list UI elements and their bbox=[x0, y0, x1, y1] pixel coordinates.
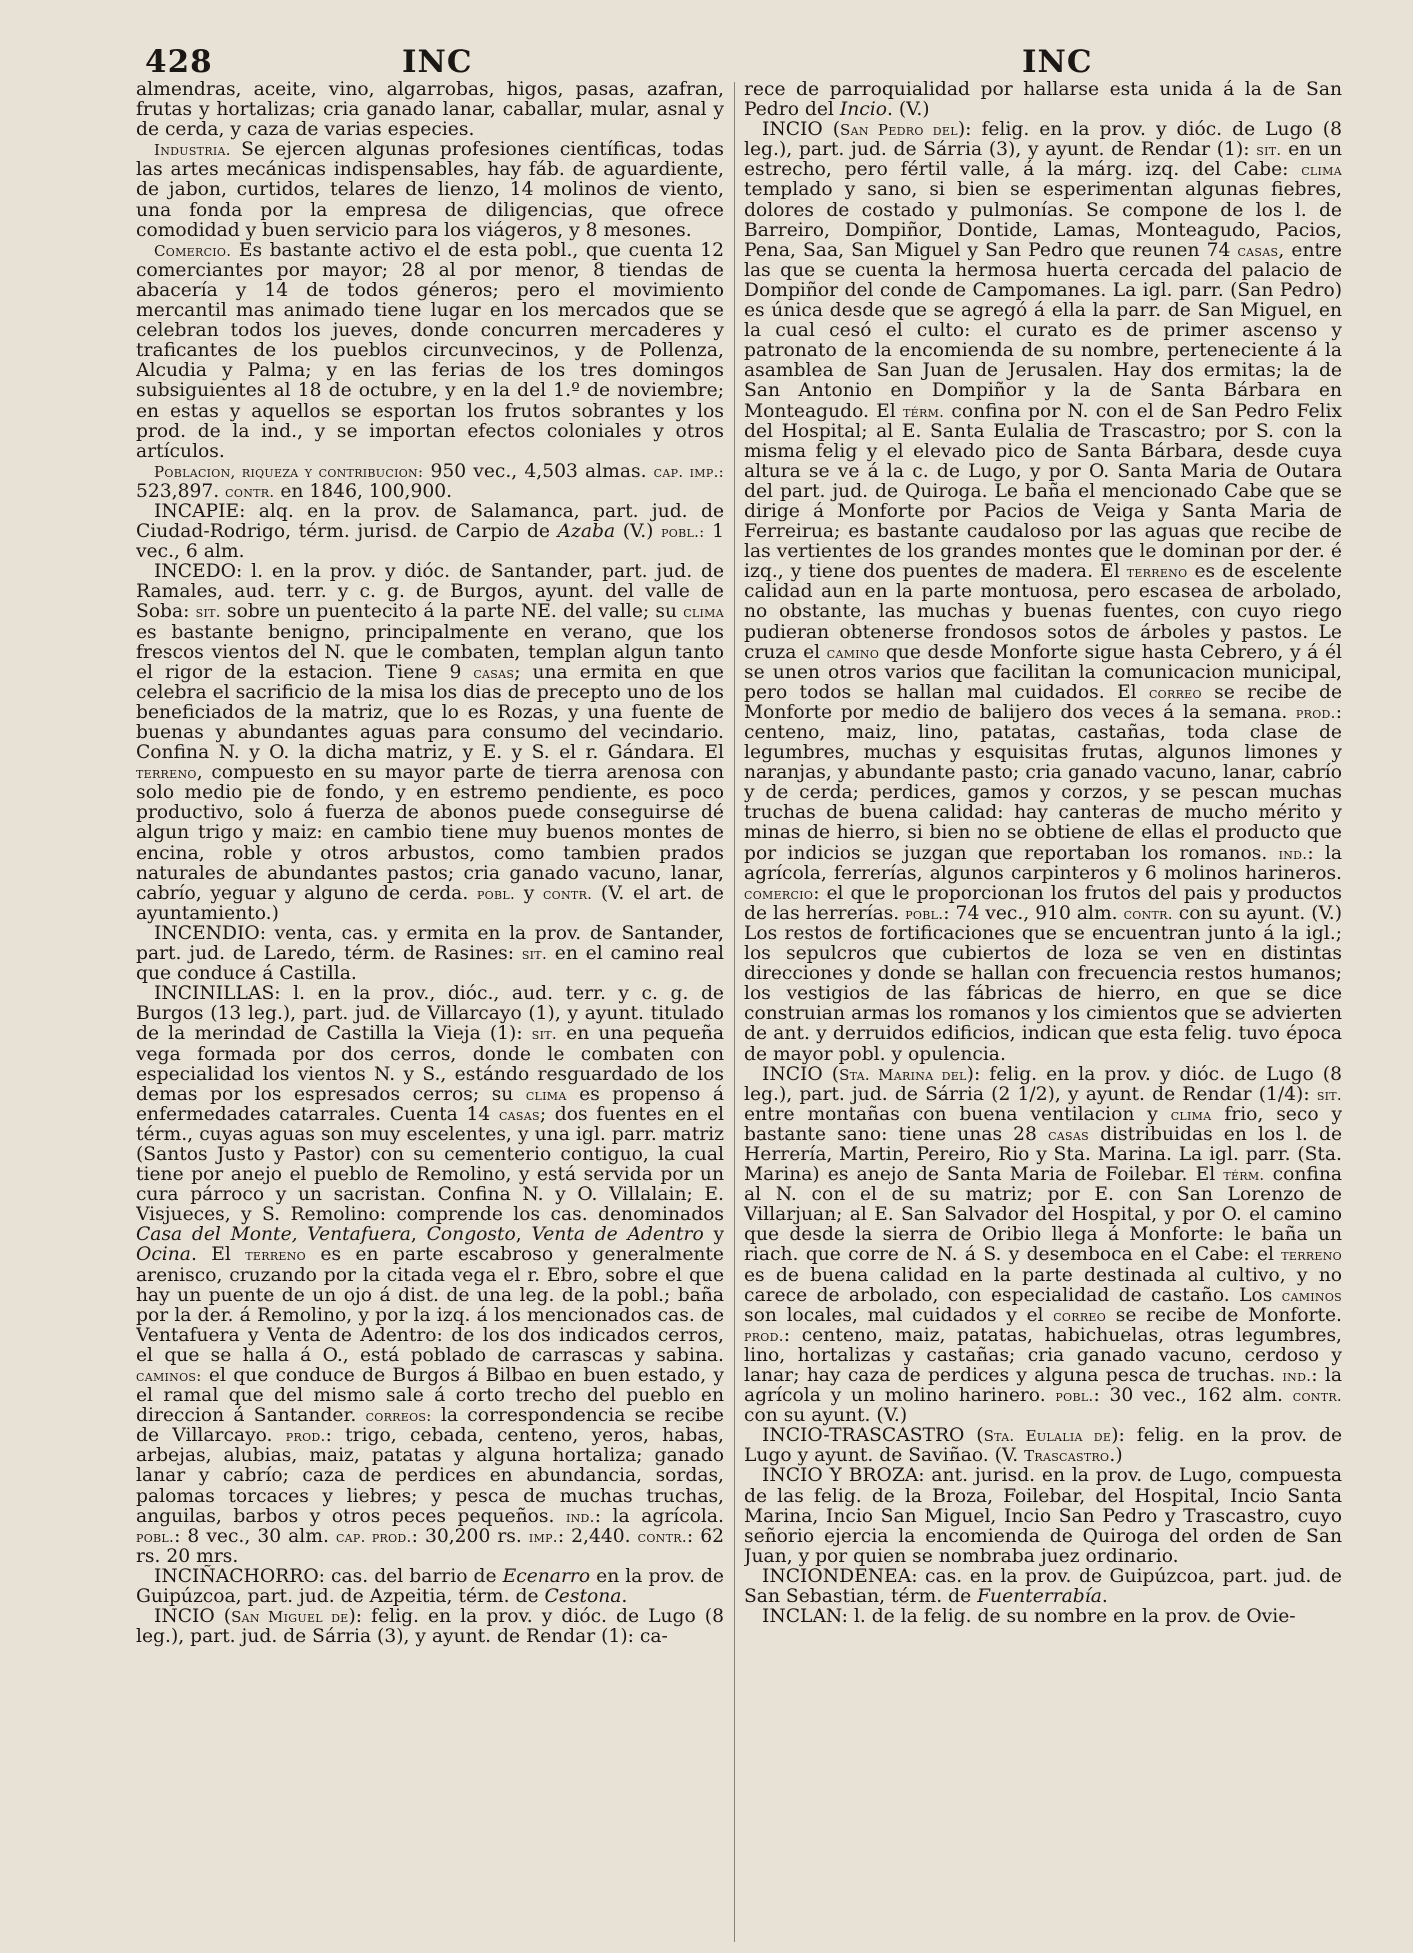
page-number: 428 bbox=[145, 44, 213, 80]
smallcaps-run: correos: bbox=[365, 1407, 432, 1426]
text-run: Se ejercen algunas profesiones científicas, todas las artes mecánicas indispensables, hay fáb. de aguardiente, de jabon, curtidos, telares de lienzo, 14 molinos de viento, una fonda por la empresa de diligencias, que ofrece comodidad y buen servicio para los viágeros, y 8 mesones. bbox=[136, 139, 724, 241]
text-run: , compuesto en su mayor parte de tierra arenosa con solo medio pie de fondo, y en estremo pendiente, es poco productivo, solo á fuerza de abonos puede conseguirse dé algun trigo y maiz: en cambio tiene muy buenos montes de encina, roble y otros arbustos, como tambien prados naturales de abundantes pastos; cria ganado vacuno, lanar, cabrío, yeguar y alguno de cerda. bbox=[136, 762, 724, 904]
text-run: INCENDIO: venta, cas. y ermita en la prov. de Santander, part. jud. de Laredo, térm. de Rasines: bbox=[136, 922, 724, 965]
italic-run: Azaba bbox=[557, 521, 616, 543]
entry-paragraph bbox=[136, 502, 724, 562]
text-run: (V.) bbox=[615, 521, 662, 543]
text-run: INCEDO: l. en la prov. y dióc. de Santander, part. jud. de Ramales, aud. terr. y c. g. de Burgos, ayunt. del valle de Soba: bbox=[136, 561, 724, 623]
smallcaps-run: correo bbox=[1053, 1306, 1107, 1325]
italic-run: Ocina bbox=[136, 1244, 191, 1266]
smallcaps-run: terreno bbox=[245, 1246, 306, 1265]
smallcaps-run: sit. bbox=[1256, 141, 1282, 160]
smallcaps-run: pobl. bbox=[136, 1527, 175, 1546]
smallcaps-run: sit. bbox=[1316, 1085, 1342, 1104]
text-run: : 74 vec., 910 alm. bbox=[943, 902, 1124, 924]
smallcaps-run: prod. bbox=[1295, 703, 1336, 722]
smallcaps-run: comercio bbox=[744, 884, 814, 903]
smallcaps-run: clima bbox=[1301, 161, 1342, 180]
smallcaps-run: San Pedro del bbox=[840, 121, 958, 140]
text-run: almendras, aceite, vino, algarrobas, higos, pasas, azafran, frutas y hortalizas; cria ganado lanar, caballar, mular, asnal y de cerda, y caza de varias especies. bbox=[136, 80, 724, 141]
smallcaps-run: San Miguel de bbox=[231, 1608, 349, 1627]
text-run: ): felig. en la prov. y dióc. de Lugo (8 leg.), part. jud. de Sárria (2 1/2), y ayunt. de Rendar (1/4): bbox=[744, 1063, 1342, 1105]
entry-paragraph bbox=[136, 1567, 724, 1607]
entry-paragraph bbox=[744, 120, 1342, 1064]
text-run: : la agrícola. bbox=[594, 1505, 724, 1527]
text-run: sobre un puentecito á la parte NE. del valle; su bbox=[220, 601, 684, 623]
text-run: es en parte escabroso y generalmente arenisco, cruzando por la citada vega el r. Ebro, sobre el que hay un puente de un ojo á dist. de una leg. de la pobl.; baña por la der. á Remolino, y por la izq. á los mencionados cas. de Ventafuera y Venta de Adentro: de los dos indicados cerros, el que se halla á O., está poblado de carrascas y sabina. bbox=[136, 1244, 724, 1366]
entry-paragraph bbox=[136, 924, 724, 984]
smallcaps-run: Industria. bbox=[154, 141, 231, 160]
entry-paragraph bbox=[136, 80, 724, 140]
smallcaps-run: contr. bbox=[637, 1527, 687, 1546]
smallcaps-run: clima bbox=[1170, 1105, 1212, 1124]
smallcaps-run: caminos bbox=[1281, 1286, 1342, 1305]
italic-run: Venta de Adentro bbox=[531, 1224, 704, 1246]
smallcaps-run: Trascastro bbox=[1024, 1447, 1110, 1466]
text-run: : 62 rs. 20 mrs. bbox=[136, 1525, 724, 1567]
italic-run: Incio bbox=[839, 99, 887, 121]
text-run: .) bbox=[1109, 1445, 1123, 1467]
entry-paragraph bbox=[744, 1065, 1342, 1427]
smallcaps-run: contr. bbox=[225, 482, 275, 501]
text-run: frio, seco y bastante sano: tiene unas 28 bbox=[744, 1103, 1342, 1145]
smallcaps-run: térm. bbox=[903, 402, 945, 421]
smallcaps-run: pobl. bbox=[476, 884, 516, 903]
smallcaps-run: terreno bbox=[1281, 1246, 1342, 1265]
text-run: : trigo, cebada, centeno, yeros, habas, arbejas, alubias, maiz, patatas y alguna hortaliza; ganado lanar y cabrío; caza de perdices en abundancia, sordas, palomas torcaces y liebres; y pesca de muchas truchas, anguilas, barbos y otros peces pequeños. bbox=[136, 1425, 724, 1527]
column-rule bbox=[734, 82, 735, 1942]
smallcaps-run: sit. bbox=[521, 945, 548, 964]
text-run: INCLAN: l. de la felig. de su nombre en la prov. de Ovie- bbox=[762, 1606, 1296, 1628]
text-run: (V. el art. de ayuntamiento.) bbox=[136, 882, 724, 924]
text-run: INCINILLAS: l. en la prov., dióc., aud. terr. y c. g. de Burgos (13 leg.), part. jud. de Villarcayo (1), y ayunt. titulado de la merindad de Castilla la Vieja (1): bbox=[136, 983, 724, 1045]
entry-paragraph bbox=[744, 1426, 1342, 1466]
text-run: en la prov. de Guipúzcoa, part. jud. de Azpeitia, térm. de bbox=[136, 1565, 724, 1608]
text-run: con su ayunt. (V.) bbox=[744, 1405, 908, 1427]
text-run: : 30 vec., 162 alm. bbox=[1093, 1385, 1293, 1407]
text-run: Es bastante activo el de esta pobl., que cuenta 12 comerciantes por mayor; 28 al por menor, 8 tiendas de abacería y 14 de todos géneros; pero el movimiento mercantil mas animado tiene lugar en los mercados que se celebran todos los jueves, donde concurren mercaderes y traficantes de los pueblos circunvecinos, y de Pollenza, Alcudia y Palma; y en las ferias de los tres domingos subsiguientes al 18 de octubre, y en la del 1.º de noviembre; en estas y aquellos se esportan los frutos sobrantes y los prod. de la ind., y se importan efectos coloniales y otros artículos. bbox=[136, 239, 724, 462]
smallcaps-run: prod. bbox=[285, 1427, 326, 1446]
text-run: . (V.) bbox=[886, 99, 930, 121]
text-run: y bbox=[515, 882, 543, 904]
entry-paragraph bbox=[136, 241, 724, 462]
text-run: con su ayunt. (V.) Los restos de fortificaciones que se encuentran junto á la igl.; los sepulcros que cubiertos de loza se ven en distintas direcciones y donde se hallan con frecuencia restos humanos; los vestigios de las fábricas de hierro, en que se dice construian armas los romanos y los cimientos que se advierten de ant. y derruidos edificios, indican que esta felig. tuvo época de mayor pobl. y opulencia. bbox=[744, 902, 1342, 1065]
smallcaps-run: contr. bbox=[1292, 1387, 1342, 1406]
text-run: es de escelente calidad aun en la parte montuosa, pero escasea de arbolado, no obstante, las muchas y buenas fuentes, con cuyo riego pudieran obtenerse frondosos sotos de árboles y pastos. Le cruza el bbox=[744, 561, 1342, 663]
smallcaps-run: clima bbox=[683, 603, 724, 622]
text-run: 523,897. bbox=[136, 480, 226, 502]
smallcaps-run: casas bbox=[1048, 1125, 1089, 1144]
right-column bbox=[744, 80, 1342, 1950]
text-run: se recibe de Monforte. bbox=[1106, 1304, 1342, 1326]
text-run: el que conduce de Burgos á Bilbao en buen estado, y el ramal que del mismo sale á corto trecho del pueblo en direccion á Santander. bbox=[136, 1365, 724, 1427]
text-run: INCIO ( bbox=[762, 1063, 840, 1085]
italic-run: Congosto bbox=[426, 1224, 516, 1246]
text-run: ; dos fuentes en el térm., cuyas aguas son muy escelentes, y una igl. parr. matriz (Santos Justo y Pastor) con su cementerio contiguo, la cual tiene por anejo el pueblo de Remolino, y está servida por un cura párroco y un sacristan. Confina N. y O. Villalain; E. Visjueces, y S. Remolino: comprende los cas. denominados bbox=[136, 1103, 724, 1226]
text-run: : la agrícola, ferrerías, algunos carpinteros y 6 molinos harineros. bbox=[744, 842, 1342, 884]
smallcaps-run: casas bbox=[1237, 241, 1279, 260]
smallcaps-run: ind. bbox=[565, 1507, 595, 1526]
text-run: es propenso á enfermedades catarrales. Cuenta 14 bbox=[136, 1083, 724, 1125]
smallcaps-run: clima bbox=[525, 1085, 567, 1104]
smallcaps-run: Comercio. bbox=[154, 241, 232, 260]
text-run: INCIO ( bbox=[154, 1606, 232, 1628]
smallcaps-run: imp. bbox=[528, 1527, 558, 1546]
entry-paragraph bbox=[744, 80, 1342, 120]
entry-paragraph bbox=[136, 1607, 724, 1647]
text-run: entre montañas con buena ventilacion y bbox=[744, 1103, 1171, 1125]
text-run: que desde Monforte sigue hasta Cebrero, y á él se unen otros varios que facilitan la comunicacion municipal, pero todos se hallan mal cuidados. El bbox=[744, 641, 1342, 703]
smallcaps-run: cap. prod. bbox=[335, 1527, 412, 1546]
entry-paragraph bbox=[136, 140, 724, 240]
smallcaps-run: ind. bbox=[1278, 844, 1308, 863]
entry-paragraph bbox=[744, 1607, 1342, 1627]
text-run: en una pequeña vega formada por dos cerros, donde le combaten con especialidad los vientos N. y S., estándo resguardado de los demas por los espresados cerros; su bbox=[136, 1023, 724, 1105]
smallcaps-run: camino bbox=[826, 643, 880, 662]
entry-paragraph bbox=[136, 462, 724, 502]
text-run: INCIO ( bbox=[762, 119, 841, 141]
entry-paragraph bbox=[744, 1567, 1342, 1607]
text-run: ): felig. en la prov. y dióc. de Lugo (8 leg.), part. jud. de Sárria (3), y ayunt. de Rendar (1): bbox=[744, 119, 1342, 161]
text-run: : 30,200 rs. bbox=[411, 1525, 529, 1547]
text-run: la correspondencia se recibe de Villarcayo. bbox=[136, 1405, 724, 1447]
smallcaps-run: casas bbox=[473, 663, 515, 682]
italic-run: Cestona bbox=[544, 1586, 622, 1608]
text-run: templado y sano, si bien se esperimentan algunas fiebres, dolores de costado y pulmonías. Se compone de los l. de Barreiro, Dompiñor, Dontide, Lamas, Monteagudo, Pacios, Pena, Saa, San Miguel y San Pedro que reunen 74 bbox=[744, 179, 1342, 261]
smallcaps-run: pobl. bbox=[1055, 1387, 1094, 1406]
smallcaps-run: sit. bbox=[195, 603, 221, 622]
text-run: rece de parroquialidad por hallarse esta unida á la de San Pedro del bbox=[744, 80, 1342, 121]
text-run: en un estrecho, pero fértil valle, á la márg. izq. del Cabe: bbox=[744, 139, 1342, 181]
text-run: INCAPIE: alq. en la prov. de Salamanca, part. jud. de Ciudad-Rodrigo, térm. jurisd. de Carpio de bbox=[136, 500, 724, 543]
text-run: y bbox=[703, 1224, 724, 1246]
smallcaps-run: ind. bbox=[1282, 1367, 1312, 1385]
entry-paragraph bbox=[136, 984, 724, 1567]
text-run: ): felig. en la prov. y dióc. de Lugo (8 leg.), part. jud. de Sárria (3), y ayunt. de Rendar (1): ca- bbox=[136, 1606, 724, 1648]
text-run: . bbox=[621, 1586, 628, 1608]
smallcaps-run: terreno bbox=[136, 764, 197, 783]
text-run: es de buena calidad en la parte destinada al cultivo, y no carece de arbolado, con especialidad de castaño. Los bbox=[744, 1264, 1342, 1306]
text-run: en el camino real que conduce á Castilla. bbox=[136, 943, 724, 985]
text-run: ): felig. en la prov. de Lugo y ayunt. de Saviñao. (V. bbox=[744, 1425, 1342, 1467]
text-run: : centeno, maiz, lino, patatas, castañas, toda clase de legumbres, muchas y esquisitas frutas, algunos limones y naranjas, y abundante pasto; cria ganado vacuno, lanar, cabrío y de cerda; perdices, gamos y corzos, y se pescan muchas truchas de buena calidad: hay canteras de mucho mérito y minas de hierro, si bien no se obtiene de ellas el producto que por indicios se juzgan que reportaban los romanos. bbox=[744, 701, 1342, 864]
italic-run: Casa del Monte, Ventafuera bbox=[136, 1224, 411, 1246]
text-run: : centeno, maiz, patatas, habichuelas, otras legumbres, lino, hortalizas y castañas; cria ganado vacuno, cerdoso y lanar; hay caza de perdices y alguna pesca de truchas. bbox=[744, 1324, 1342, 1386]
italic-run: Ecenarro bbox=[502, 1565, 591, 1587]
smallcaps-run: Sta. Marina del bbox=[839, 1065, 967, 1084]
text-run: : 2,440. bbox=[557, 1525, 638, 1547]
smallcaps-run: Poblacion, riqueza y contribucion: bbox=[154, 462, 424, 481]
text-run: . bbox=[1101, 1586, 1108, 1608]
text-run: distribuidas en los l. de Herrería, Martin, Pereiro, Rio y Sta. Marina. La igl. parr. (Sta. Marina) es anejo de Santa Maria de Foilebar. El bbox=[744, 1123, 1342, 1186]
italic-run: Fuenterrabía bbox=[977, 1586, 1102, 1608]
running-head-right: INC bbox=[1022, 44, 1093, 80]
smallcaps-run: contr. bbox=[1123, 904, 1173, 923]
entry-paragraph bbox=[136, 562, 724, 924]
smallcaps-run: terreno bbox=[1126, 563, 1188, 582]
smallcaps-run: sit. bbox=[531, 1025, 557, 1044]
text-run: en 1846, 100,900. bbox=[274, 480, 453, 502]
text-run: es bastante benigno, principalmente en verano, que los frescos vientos del N. que le combaten, templan algun tanto el rigor de la estacion. Tiene 9 bbox=[136, 621, 724, 683]
smallcaps-run: cap. imp.: bbox=[653, 462, 724, 481]
text-run: confina por N. con el de San Pedro Felix del Hospital; al E. Santa Eulalia de Trascastro; por S. con la misma felig y el elevado pico de Santa Bárbara, desde cuya altura se ve á la c. de Lugo, y por O. Santa Maria de Outara del part. jud. de Quiroga. Le baña el mencionado Cabe que se dirige á Monforte por Pacios de Veiga y Santa Maria de Ferreirua; es bastante caudaloso por las aguas que recibe de las vertientes de los grandes montes que le dominan por der. é izq., y tiene dos puentes de madera. El bbox=[744, 400, 1342, 583]
text-run: : 8 vec., 30 alm. bbox=[174, 1525, 336, 1547]
smallcaps-run: caminos: bbox=[136, 1367, 202, 1385]
smallcaps-run: pobl.: bbox=[661, 523, 705, 542]
text-run: INCIÑACHORRO: cas. del barrio de bbox=[154, 1565, 503, 1587]
entry-paragraph bbox=[744, 1466, 1342, 1566]
running-head-left: INC bbox=[402, 44, 473, 80]
text-run: confina al N. con el de su matriz; por E. con San Lorenzo de Villarjuan; al E. San Salvador del Hospital, y por O. el camino que desde la sierra de Oribio llega á Monforte: le baña un riach. que corre de N. á S. y desemboca en el Cabe: el bbox=[744, 1164, 1342, 1266]
smallcaps-run: contr. bbox=[542, 884, 593, 903]
smallcaps-run: prod. bbox=[744, 1326, 784, 1345]
smallcaps-run: térm. bbox=[1223, 1166, 1265, 1185]
text-run: : la agrícola y un molino harinero. bbox=[744, 1365, 1342, 1407]
text-run: , bbox=[515, 1224, 532, 1246]
smallcaps-run: pobl. bbox=[905, 904, 944, 923]
text-run: INCIO Y BROZA: ant. jurisd. en la prov. de Lugo, compuesta de las felig. de la Broza, Foilebar, del Hospital, Incio Santa Marina, Incio San Miguel, Incio San Pedro y Trascastro, cuyo señorio ejercia la encomienda de Quiroga del orden de San Juan, y por quien se nombraba juez ordinario. bbox=[744, 1465, 1342, 1567]
text-run: , entre las que se cuenta la hermosa huerta cercada del palacio de Dompiñor del conde de Campomanes. La igl. parr. (San Pedro) es única desde que se agregó á ella la parr. de San Miguel, en la cual cesó el culto: el curato es de primer ascenso y patronato de la encomienda de su nombre, perteneciente á la asamblea de San Juan de Jerusalen. Hay dos ermitas; la de San Antonio en Dompiñor y la de Santa Bárbara en Monteagudo. El bbox=[744, 239, 1342, 422]
text-run: 1 vec., 6 alm. bbox=[136, 521, 724, 563]
smallcaps-run: casas bbox=[498, 1105, 540, 1124]
text-run: , bbox=[410, 1224, 427, 1246]
text-run: . El bbox=[190, 1244, 246, 1266]
text-run: ; una ermita en que celebra el sacrificio de la misa los dias de precepto uno de los beneficiados de la matriz, que lo es Rozas, y una fuente de buenas y abundantes aguas para consumo del vecindario. Confina N. y O. la dicha matriz, y E. y S. el r. Gándara. El bbox=[136, 661, 724, 764]
left-column bbox=[136, 80, 724, 1950]
text-run: INCIONDENEA: cas. en la prov. de Guipúzcoa, part. jud. de San Sebastian, térm. de bbox=[744, 1565, 1342, 1608]
text-run: : el que le proporcionan los frutos del pais y productos de las herrerías. bbox=[744, 882, 1342, 924]
smallcaps-run: correo bbox=[1148, 683, 1202, 702]
smallcaps-run: Sta. Eulalia de bbox=[983, 1427, 1112, 1446]
text-run: son locales, mal cuidados y el bbox=[744, 1304, 1054, 1326]
text-run: 950 vec., 4,503 almas. bbox=[423, 460, 654, 482]
text-run: se recibe de Monforte por medio de balijero dos veces á la semana. bbox=[744, 681, 1342, 723]
text-run: INCIO-TRASCASTRO ( bbox=[762, 1425, 984, 1447]
